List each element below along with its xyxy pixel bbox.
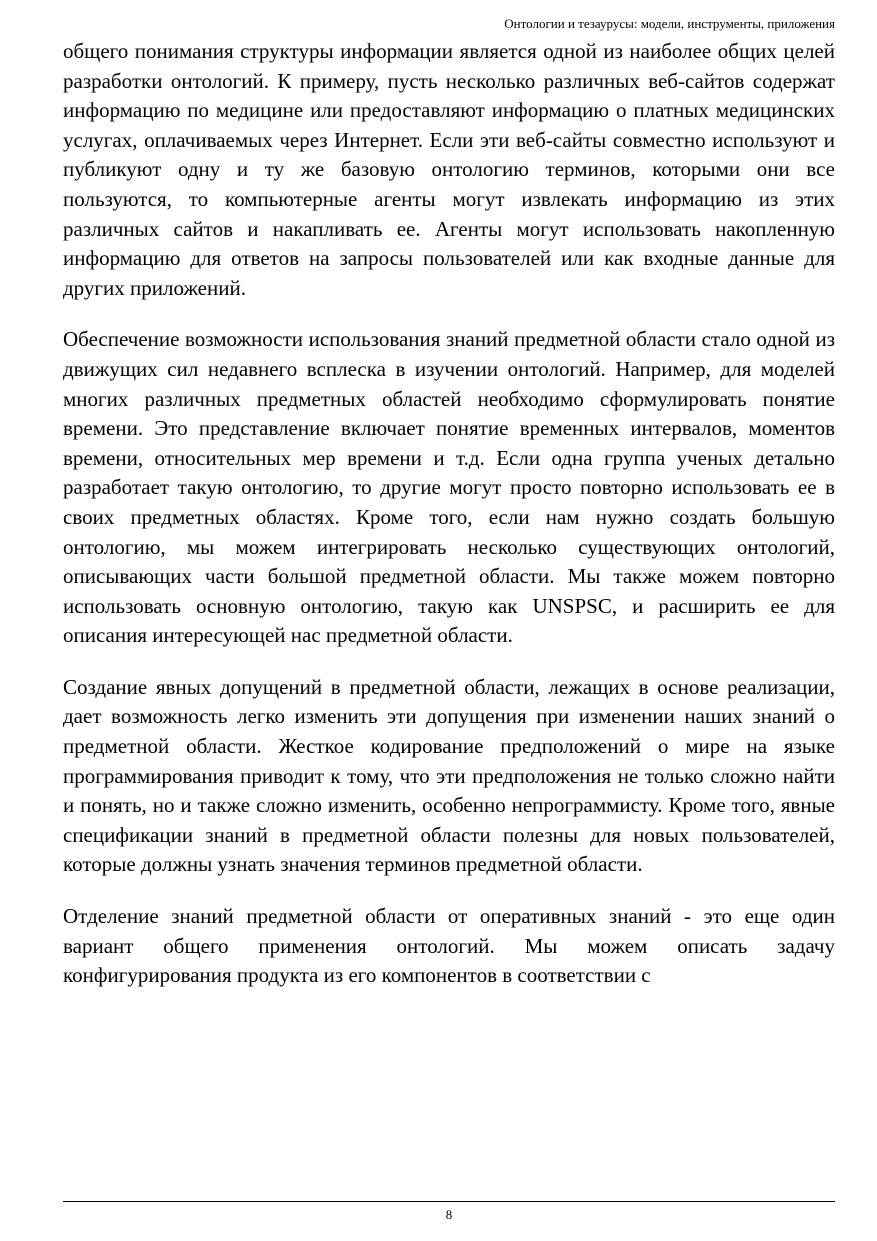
footer-divider — [63, 1201, 835, 1202]
body-text — [63, 37, 835, 1013]
running-header: Онтологии и тезаурусы: модели, инструменты, приложения — [504, 16, 835, 31]
paragraph-3: Создание явных допущений в предметной области, лежащих в основе реализации, дает возможность легко изменить эти допущения при изменении наших знаний о предметной области. Жесткое кодирование предположений о мире на языке программирования приводит к тому, что эти предположения не только сложно найти и понять, но и также сложно изменить, особенно непрограммисту. Кроме того, явные спецификации знаний в предметной области полезны для новых пользователей, которые должны узнать значения терминов предметной области. — [63, 674, 835, 877]
paragraph-4: Отделение знаний предметной области от оперативных знаний - это еще один вариант общего применения онтологий. Мы можем описать задачу конфигурирования продукта из его компонентов в соответствии с — [63, 904, 835, 988]
page-number: 8 — [445, 1207, 453, 1222]
paragraph-2: Обеспечение возможности использования знаний предметной области стало одной из движущих сил недавнего всплеска в изучении онтологий. Например, для моделей многих различных предметных областей необходимо сформулировать понятие времени. Это представление включает понятие временных интервалов, моментов времени, относительных мер времени и т.д. Если одна группа ученых детально разработает такую онтологию, то другие могут просто повторно использовать ее в своих предметных областях. Кроме того, если нам нужно создать большую онтологию, мы можем интегрировать несколько существующих онтологий, описывающих части большой предметной области. Мы также можем повторно использовать основную онтологию, такую как UNSPSC, и расширить ее для описания интересующей нас предметной области. — [63, 327, 835, 648]
paragraph-1: общего понимания структуры информации является одной из наиболее общих целей разработки онтологий. К примеру, пусть несколько различных веб-сайтов содержат информацию по медицине или предоставляют информацию о платных медицинских услугах, оплачиваемых через Интернет. Если эти веб-сайты совместно используют и публикуют одну и ту же базовую онтологию терминов, которыми они все пользуются, то компьютерные агенты могут извлекать информацию из этих различных сайтов и накапливать ее. Агенты могут использовать накопленную информацию для ответов на запросы пользователей или как входные данные для других приложений. — [63, 39, 835, 300]
